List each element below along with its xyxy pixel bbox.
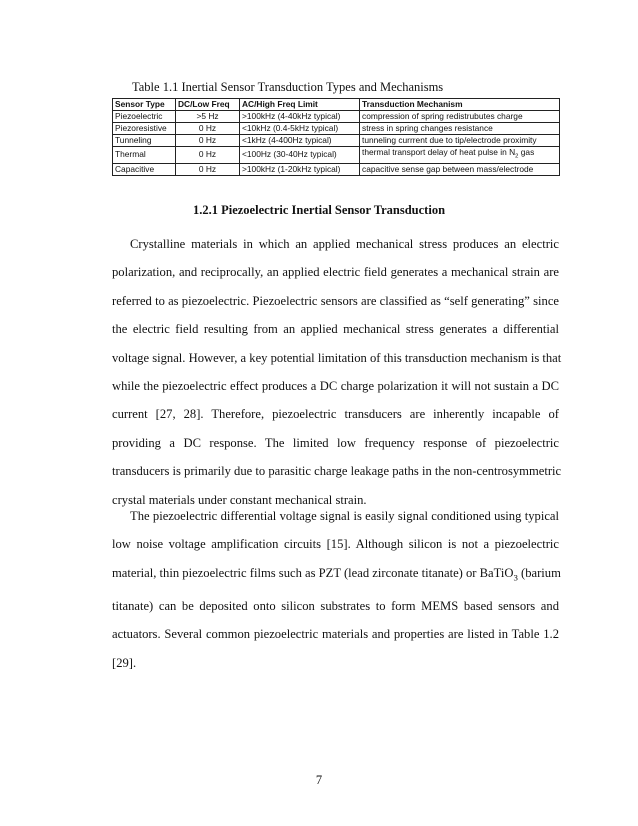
paragraph-line: referred to as piezoelectric. Piezoelectric sensors are classified as “self generating” since — [112, 293, 559, 308]
header-sensor-type: Sensor Type — [113, 99, 176, 111]
paragraph-line: [29]. — [112, 655, 137, 670]
cell-ac-high-freq: <100Hz (30-40Hz typical) — [240, 147, 360, 164]
paragraph-line: the electric field resulting from an applied mechanical stress generates a differential — [112, 322, 559, 337]
cell-mechanism: compression of spring redistrubutes charge — [360, 111, 560, 123]
paragraph-line: voltage signal. However, a key potential limitation of this transduction mechanism is that — [112, 350, 562, 365]
cell-dc-low-freq: 0 Hz — [176, 123, 240, 135]
table-row — [113, 147, 560, 164]
cell-sensor-type: Piezoelectric — [113, 111, 176, 123]
cell-mechanism: capacitive sense gap between mass/electrode — [360, 163, 560, 175]
paragraph-line: crystal materials under constant mechanical strain. — [112, 492, 367, 507]
cell-sensor-type: Tunneling — [113, 135, 176, 147]
table-caption: Table 1.1 Inertial Sensor Transduction Types and Mechanisms — [132, 80, 444, 94]
paragraph-line: Crystalline materials in which an applied mechanical stress produces an electric — [130, 237, 559, 251]
cell-ac-high-freq: <1kHz (4-400Hz typical) — [240, 135, 360, 147]
paragraph-line: The piezoelectric differential voltage signal is easily signal conditioned using typical — [130, 509, 559, 523]
paragraph-line: transducers is primarily due to parasitic charge leakage paths in the non-centrosymmetric — [112, 464, 562, 479]
cell-sensor-type: Capacitive — [113, 163, 176, 175]
table-row — [113, 135, 560, 147]
cell-dc-low-freq: 0 Hz — [176, 163, 240, 175]
cell-sensor-type: Piezoresistive — [113, 123, 176, 135]
page-number: 7 — [315, 773, 323, 787]
table-header-row — [113, 99, 560, 111]
paragraph-line: low noise voltage amplification circuits [15]. Although silicon is not a piezoelectric — [112, 537, 559, 552]
cell-dc-low-freq: >5 Hz — [176, 111, 240, 123]
paragraph-line: providing a DC response. The limited low frequency response of piezoelectric — [112, 435, 559, 450]
paragraph-line: while the piezoelectric effect produces a DC charge polarization it will not sustain a DC — [112, 379, 559, 394]
cell-ac-high-freq: >100kHz (1-20kHz typical) — [240, 163, 360, 175]
header-mechanism: Transduction Mechanism — [360, 99, 560, 111]
paragraph-line: actuators. Several common piezoelectric materials and properties are listed in Table 1.2 — [112, 627, 559, 642]
header-dc-low-freq: DC/Low Freq — [176, 99, 240, 111]
header-ac-high-freq: AC/High Freq Limit — [240, 99, 360, 111]
table-row — [113, 163, 560, 175]
table-row — [113, 111, 560, 123]
cell-dc-low-freq: 0 Hz — [176, 135, 240, 147]
cell-mechanism: stress in spring changes resistance — [360, 123, 560, 135]
cell-mechanism: tunneling currrent due to tip/electrode proximity — [360, 135, 560, 147]
paragraph-line: current [27, 28]. Therefore, piezoelectric transducers are inherently incapable of — [112, 407, 559, 422]
paragraph-line: titanate) can be deposited onto silicon substrates to form MEMS based sensors and — [112, 598, 559, 613]
paragraph-line: polarization, and reciprocally, an applied electric field generates a mechanical strain are — [112, 265, 559, 280]
table-row — [113, 123, 560, 135]
cell-ac-high-freq: <10kHz (0.4-5kHz typical) — [240, 123, 360, 135]
cell-ac-high-freq: >100kHz (4-40kHz typical) — [240, 111, 360, 123]
paragraph-line: material, thin piezoelectric films such as PZT (lead zirconate titanate) or BaTiO$_3$ (barium — [112, 565, 561, 583]
cell-mechanism: thermal transport delay of heat pulse in $N_2$ gas — [360, 147, 560, 164]
paragraph-2 — [112, 502, 559, 677]
section-heading: 1.2.1 Piezoelectric Inertial Sensor Transduction — [192, 203, 446, 217]
cell-dc-low-freq: 0 Hz — [176, 147, 240, 164]
paragraph-1 — [112, 230, 562, 514]
cell-sensor-type: Thermal — [113, 147, 176, 164]
transduction-table — [112, 98, 560, 176]
